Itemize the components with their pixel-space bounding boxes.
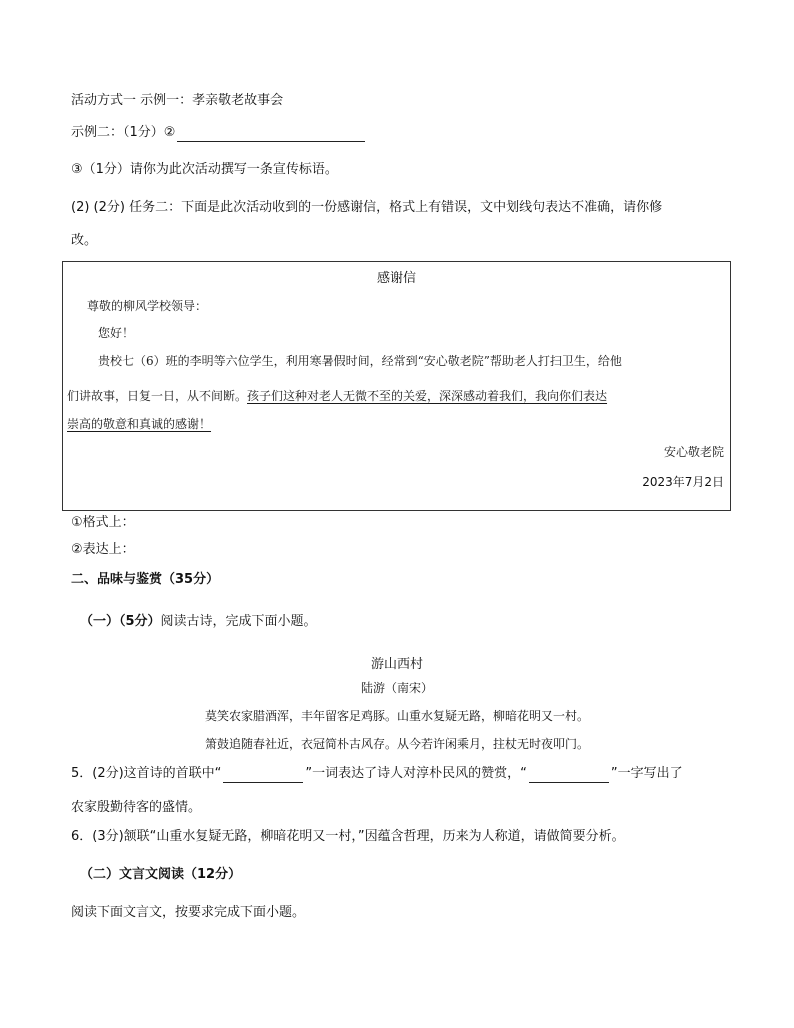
part2-heading: （二）文言文阅读（12分） [80, 867, 242, 882]
slogan-question: ③（1分）请你为此次活动撰写一条宣传标语。 [71, 162, 338, 177]
q5-blank-word[interactable] [223, 767, 303, 783]
letter-underlined-sentence-end: 崇高的敬意和真诚的感谢！ [67, 417, 212, 431]
part1-instruction: 阅读古诗，完成下面小题。 [160, 614, 317, 629]
activity-label: 活动方式一 示例一： [71, 93, 193, 108]
letter-body-line2 [67, 387, 607, 404]
q5-text-1: 5．(2分)这首诗的首联中“ [71, 766, 222, 781]
letter-body-line1: 贵校七（6）班的李明等六位学生，利用寒暑假时间，经常到“安心敬老院”帮助老人打扫卫生，给他 [98, 354, 622, 368]
letter-signer: 安心敬老院 [663, 445, 724, 459]
example2-answer-blank[interactable] [177, 126, 365, 142]
question-6: 6．(3分)颔联“山重水复疑无路，柳暗花明又一村，”因蕴含哲理，历来为人称道，请做简要分析。 [71, 829, 625, 844]
q5-text-2: ”一词表达了诗人对淳朴民风的赞赏，“ [305, 766, 527, 781]
activity-example-2 [71, 124, 367, 142]
task2-question-line1: (2) (2分) 任务二：下面是此次活动收到的一份感谢信，格式上有错误，文中划线句表达不准确，请你修 [71, 200, 663, 215]
thank-you-letter-box [62, 261, 731, 511]
section-heading: 二、品味与鉴赏（35分） [71, 572, 220, 587]
part2-instruction: 阅读下面文言文，按要求完成下面小题。 [71, 905, 306, 920]
poem-author: 陆游（南宋） [360, 681, 433, 695]
letter-title: 感谢信 [376, 271, 416, 286]
letter-underlined-sentence: 孩子们这种对老人无微不至的关爱，深深感动着我们，我向你们表达 [247, 389, 608, 403]
answer-format: ①格式上： [71, 515, 135, 530]
question-5-line2: 农家殷勤待客的盛情。 [71, 800, 202, 815]
poem-title: 游山西村 [370, 657, 423, 672]
activity-example-1 [71, 92, 283, 110]
answer-expression: ②表达上： [71, 542, 135, 557]
task2-question-line2: 改。 [71, 233, 98, 248]
activity-answer: 孝亲敬老故事会 [192, 93, 284, 108]
letter-date: 2023年7月2日 [642, 475, 724, 489]
part1-label: （一）（5分） [80, 614, 161, 629]
question-5 [71, 765, 683, 783]
letter-greeting: 您好！ [98, 326, 135, 340]
q5-text-3: ”一字写出了 [610, 766, 683, 781]
letter-salutation: 尊敬的柳风学校领导： [87, 299, 208, 313]
q5-blank-char[interactable] [529, 767, 609, 783]
part1-heading [80, 613, 317, 631]
poem-line-2: 箫鼓追随春社近，衣冠简朴古风存。从今若许闲乘月，拄杖无时夜叩门。 [204, 737, 589, 751]
letter-body-plain: 们讲故事，日复一日，从不间断。 [67, 389, 248, 403]
example2-label: 示例二：（1分）② [71, 125, 176, 140]
poem-line-1: 莫笑农家腊酒浑，丰年留客足鸡豚。山重水复疑无路，柳暗花明又一村。 [204, 709, 589, 723]
